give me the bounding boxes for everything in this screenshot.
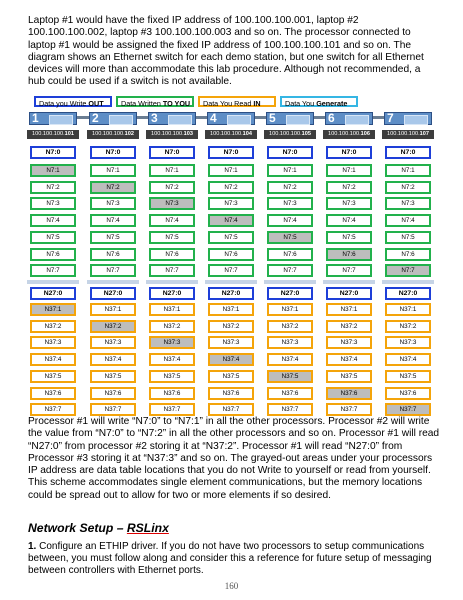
laptop-icon [29,112,77,125]
ip-address-label [146,130,198,139]
n7-cell: N7:5 [385,231,431,244]
n37-cell: N37:6 [90,387,136,400]
station-column [382,109,434,414]
n7-cell: N7:5 [30,231,76,244]
separator-strip [205,280,257,284]
n7-header-cell: N7:0 [208,146,254,159]
n7-cell: N7:7 [149,264,195,277]
n37-cell: N37:7 [30,403,76,416]
n37-cell: N37:1 [267,303,313,316]
legend-written-to-you [116,96,194,107]
n7-cell: N7:2 [326,181,372,194]
ip-prefix: 100.100.100. [386,131,420,137]
n7-cell: N7:7 [385,264,431,277]
ip-address-label [323,130,375,139]
n7-cell: N7:4 [208,214,254,227]
n37-cell: N37:2 [149,320,195,333]
separator-strip [27,280,79,284]
intro-paragraph: Laptop #1 would have the fixed IP address of 100.100.100.001, laptop #2 100.100.100.002, laptop #3 100.100.100.003 and so on. The processor connected to laptop #1 would be assigned the fixed IP address of 100.100.100.101 and so on. The diagram shows an Ethernet switch for each demo station, but one switch for all Ethernet devices will more than accommodate this lab procedure. Although not recommended, a hub could be used if a switch is not available. [28,15,424,88]
n7-cell: N7:7 [208,264,254,277]
n7-cell: N7:6 [326,248,372,261]
n7-cell: N7:3 [90,197,136,210]
step-text: Configure an ETHIP driver. If you do not have two processors to setup communications between, you must follow along and consider this a reference for future setup of messaging between controllers with Ethernet ports. [28,541,432,576]
n7-cell: N7:2 [267,181,313,194]
ip-prefix: 100.100.100. [91,131,125,137]
n7-header-cell: N7:0 [326,146,372,159]
n7-cell: N7:5 [208,231,254,244]
n37-cell: N37:6 [149,387,195,400]
page-number: 160 [224,581,239,591]
n37-cell: N37:6 [267,387,313,400]
separator-strip [146,280,198,284]
laptop-icon [89,112,137,125]
separator-strip [87,280,139,284]
n7-cell: N7:1 [267,164,313,177]
ip-prefix: 100.100.100. [268,131,302,137]
laptop-icon [207,112,255,125]
station-column [264,109,316,414]
ip-prefix: 100.100.100. [150,131,184,137]
station-number: 4 [210,111,217,125]
n37-cell: N37:6 [208,387,254,400]
n7-cell: N7:2 [30,181,76,194]
data-table-diagram [27,109,440,414]
n37-cell: N37:7 [90,403,136,416]
n37-cell: N37:2 [90,320,136,333]
station-number: 6 [328,111,335,125]
n7-cell: N7:7 [326,264,372,277]
ip-suffix: 103 [183,131,193,137]
ip-address-label [382,130,434,139]
n37-cell: N37:7 [267,403,313,416]
n27-header-cell: N27:0 [385,287,431,300]
n37-cell: N37:3 [149,336,195,349]
n7-header-cell: N7:0 [267,146,313,159]
n7-header-cell: N7:0 [90,146,136,159]
legend-emphasis: IN [253,99,261,108]
laptop-screen [168,115,192,125]
step-number: 1. [28,541,37,552]
n37-cell: N37:3 [208,336,254,349]
n37-cell: N37:4 [149,353,195,366]
n37-cell: N37:2 [208,320,254,333]
n7-cell: N7:1 [149,164,195,177]
laptop-icon [325,112,373,125]
n37-cell: N37:1 [30,303,76,316]
n37-cell: N37:1 [326,303,372,316]
n27-header-cell: N27:0 [90,287,136,300]
ip-suffix: 105 [301,131,311,137]
n27-header-cell: N27:0 [30,287,76,300]
n7-cell: N7:5 [149,231,195,244]
n7-cell: N7:6 [149,248,195,261]
station-number: 2 [92,111,99,125]
n7-cell: N7:2 [90,181,136,194]
n37-cell: N37:3 [385,336,431,349]
n7-cell: N7:4 [30,214,76,227]
n37-cell: N37:5 [90,370,136,383]
legend-label: Data You [285,99,317,108]
station-number: 1 [32,111,39,125]
ip-suffix: 102 [124,131,134,137]
legend-label: Data You Read [203,99,254,108]
n37-cell: N37:1 [385,303,431,316]
n37-cell: N37:4 [326,353,372,366]
n37-cell: N37:5 [208,370,254,383]
n37-cell: N37:5 [267,370,313,383]
heading-text: Network Setup – [28,521,127,535]
n7-header-cell: N7:0 [149,146,195,159]
n7-cell: N7:7 [267,264,313,277]
ip-prefix: 100.100.100. [209,131,243,137]
n37-cell: N37:1 [208,303,254,316]
n7-cell: N7:5 [267,231,313,244]
ip-suffix: 101 [64,131,74,137]
n7-cell: N7:1 [326,164,372,177]
laptop-icon [148,112,196,125]
legend-emphasis: OUT [88,99,104,108]
n7-cell: N7:5 [326,231,372,244]
n37-cell: N37:3 [90,336,136,349]
ip-address-label [264,130,316,139]
n37-cell: N37:5 [30,370,76,383]
n37-cell: N37:7 [326,403,372,416]
n37-cell: N37:5 [326,370,372,383]
n7-cell: N7:6 [385,248,431,261]
station-column [323,109,375,414]
laptop-screen [345,115,369,125]
ip-suffix: 104 [242,131,252,137]
n37-cell: N37:3 [267,336,313,349]
n7-cell: N7:6 [208,248,254,261]
section-heading [28,521,169,535]
station-column [205,109,257,414]
n7-cell: N7:3 [385,197,431,210]
n37-cell: N37:2 [326,320,372,333]
laptop-screen [49,115,73,125]
n7-cell: N7:4 [149,214,195,227]
laptop-icon [266,112,314,125]
n7-header-cell: N7:0 [30,146,76,159]
n37-cell: N37:2 [385,320,431,333]
n37-cell: N37:4 [208,353,254,366]
n7-cell: N7:7 [30,264,76,277]
n27-header-cell: N27:0 [267,287,313,300]
separator-strip [382,280,434,284]
n37-cell: N37:1 [90,303,136,316]
n7-cell: N7:6 [30,248,76,261]
n7-cell: N7:3 [208,197,254,210]
n7-cell: N7:1 [90,164,136,177]
n37-cell: N37:6 [385,387,431,400]
ip-address-label [205,130,257,139]
n7-cell: N7:7 [90,264,136,277]
n37-cell: N37:4 [385,353,431,366]
laptop-screen [109,115,133,125]
n37-cell: N37:4 [30,353,76,366]
n37-cell: N37:7 [149,403,195,416]
legend-label: Data you Write [39,99,89,108]
n37-cell: N37:4 [90,353,136,366]
step-paragraph [28,541,440,576]
ip-address-label [27,130,79,139]
n37-cell: N37:7 [208,403,254,416]
laptop-icon [384,112,432,125]
n27-header-cell: N27:0 [149,287,195,300]
n7-cell: N7:4 [326,214,372,227]
station-column [27,109,79,414]
n37-cell: N37:3 [326,336,372,349]
station-number: 7 [387,111,394,125]
laptop-screen [404,115,428,125]
station-number: 5 [269,111,276,125]
legend-label: Data Written [121,99,163,108]
laptop-screen [227,115,251,125]
n37-cell: N37:2 [267,320,313,333]
ip-suffix: 107 [419,131,429,137]
n27-header-cell: N27:0 [326,287,372,300]
n37-cell: N37:6 [326,387,372,400]
n37-cell: N37:2 [30,320,76,333]
n7-cell: N7:3 [326,197,372,210]
n7-cell: N7:2 [149,181,195,194]
ip-suffix: 106 [360,131,370,137]
n37-cell: N37:4 [267,353,313,366]
n7-cell: N7:5 [90,231,136,244]
n37-cell: N37:6 [30,387,76,400]
ip-address-label [87,130,139,139]
n7-header-cell: N7:0 [385,146,431,159]
station-column [146,109,198,414]
legend-emphasis: Generate [316,99,348,108]
separator-strip [264,280,316,284]
n37-cell: N37:3 [30,336,76,349]
n7-cell: N7:3 [267,197,313,210]
legend-generate [280,96,358,107]
n7-cell: N7:1 [30,164,76,177]
n37-cell: N37:1 [149,303,195,316]
legend-write-out [34,96,112,107]
n7-cell: N7:2 [208,181,254,194]
n7-cell: N7:4 [267,214,313,227]
n7-cell: N7:3 [30,197,76,210]
separator-strip [323,280,375,284]
ip-prefix: 100.100.100. [31,131,65,137]
n7-cell: N7:6 [90,248,136,261]
legend-emphasis: TO YOU [162,99,191,108]
n7-cell: N7:6 [267,248,313,261]
n7-cell: N7:4 [385,214,431,227]
n37-cell: N37:5 [385,370,431,383]
laptop-screen [286,115,310,125]
n37-cell: N37:7 [385,403,431,416]
legend-read-in [198,96,276,107]
n7-cell: N7:3 [149,197,195,210]
n7-cell: N7:4 [90,214,136,227]
n7-cell: N7:1 [385,164,431,177]
n7-cell: N7:1 [208,164,254,177]
n37-cell: N37:5 [149,370,195,383]
explanation-paragraph: Processor #1 will write “N7:0” to “N7:1” in all the other processors. Processor #2 will write the value from “N7:0” to “N7:2” in all the other processors and so on. Processor #1 will read “N27:0” from processor #2 storing it at “N37:2”. Processor #1 will read “N27:0” from Processor #3 storing it at “N37:3” and so on. The grayed-out areas under your processors IP address are data table locations that you do not Write to yourself or read from yourself. This scheme accommodates single element communications, but the memory locations could be spread out to allow for two or more elements if so desired. [28,416,440,501]
n27-header-cell: N27:0 [208,287,254,300]
ip-prefix: 100.100.100. [327,131,361,137]
n7-cell: N7:2 [385,181,431,194]
station-column [87,109,139,414]
heading-rslinx: RSLinx [126,521,169,535]
station-number: 3 [151,111,158,125]
